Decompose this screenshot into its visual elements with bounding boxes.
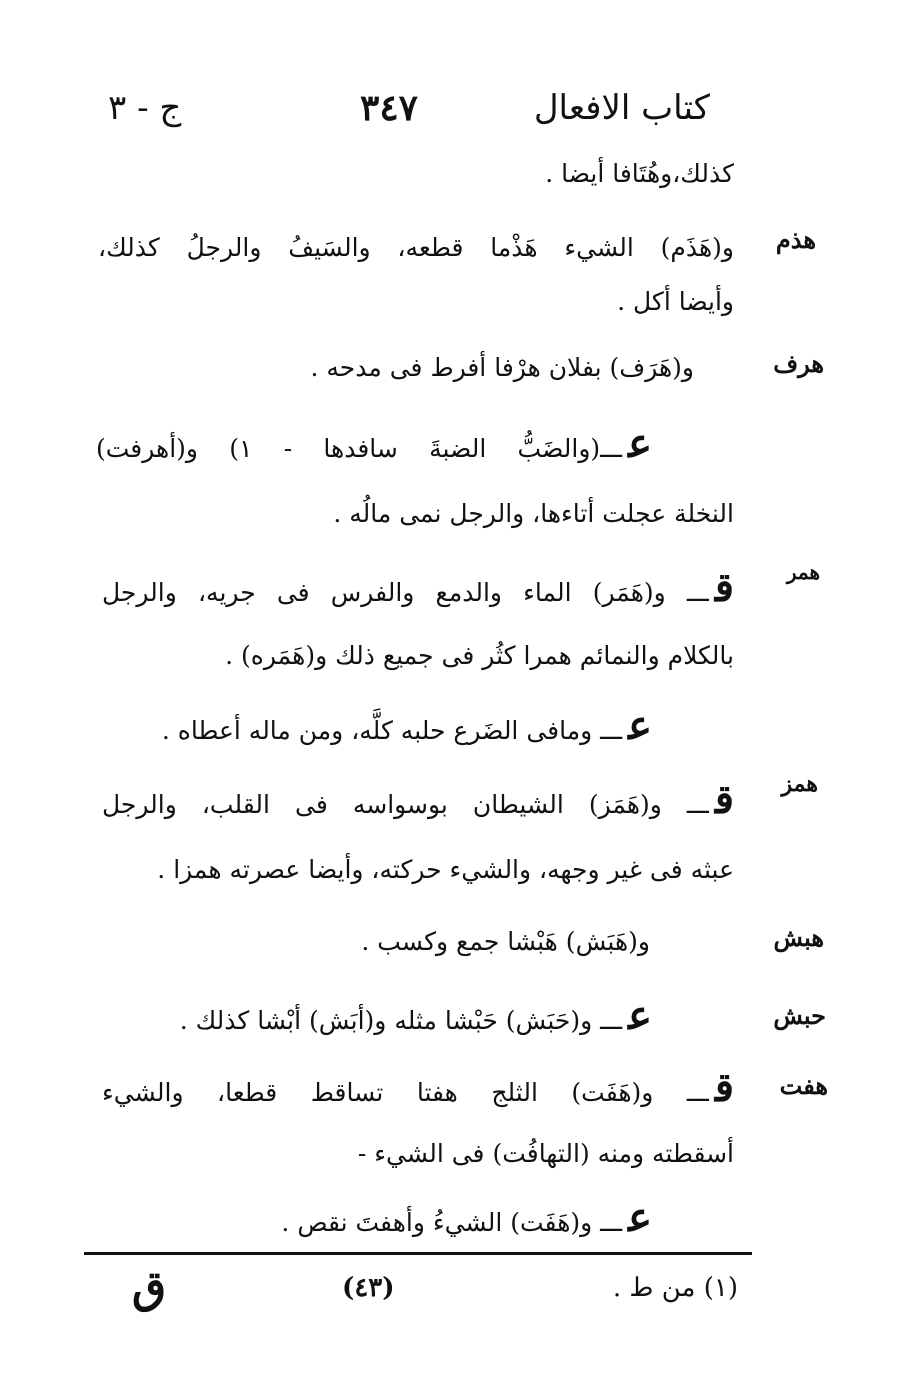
text-line: قـــ و(هَفَت) الثلج هفتا تساقط قطعا، والشيء	[102, 1068, 734, 1113]
headword-hdhm: هذم	[775, 225, 816, 254]
text-line: النخلة عجلت أتاءها، والرجل نمى مالُه .	[333, 499, 734, 528]
footnote-divider	[84, 1252, 752, 1255]
text-line: عـــ(والضَبُّ الضبةَ سافدها - ١) و(أهرفت)	[96, 424, 652, 469]
headword-hbsh2: حبش	[773, 1001, 826, 1030]
text-line: أسقطته ومنه (التهافُت) فى الشيء -	[357, 1139, 734, 1168]
running-title: كتاب الافعال	[533, 88, 710, 128]
text-line: عـــ و(هَفَت) الشيءُ وأهفتَ نقص .	[92, 1198, 652, 1243]
volume-label: ج - ٣	[108, 88, 182, 128]
headword-hft: هفت	[779, 1071, 828, 1100]
source-marker: ق	[714, 780, 734, 823]
headword-hrf: هرف	[773, 349, 824, 378]
text-line: عـــ ومافى الضَرع حلبه كلَّه، ومن ماله أعطاه .	[92, 706, 652, 751]
signature-mark: ق	[132, 1262, 167, 1313]
source-marker: ق	[714, 568, 734, 611]
page-number: ٣٤٧	[360, 87, 419, 129]
headword-hmr: همر	[786, 560, 820, 584]
source-marker: ع	[628, 996, 652, 1039]
text-line: و(هَبَش) هَبْشا جمع وكسب .	[361, 927, 650, 956]
text-line: قـــ و(هَمَر) الماء والدمع والفرس فى جريه، والرجل	[102, 568, 734, 613]
text-line: عبثه فى غير وجهه، والشيء حركته، وأيضا عصرته همزا .	[157, 855, 734, 884]
headword-hmz: همز	[781, 771, 818, 797]
text-line: عـــ و(حَبَش) حَبْشا مثله و(أبَش) أبْشا كذلك .	[52, 996, 652, 1041]
source-marker: ع	[628, 424, 652, 467]
text-line: و(هَذَم) الشيء هَذْما قطعه، والسَيفُ والرجلُ كذلك،	[98, 233, 734, 262]
source-marker: ق	[714, 1068, 734, 1111]
footnote: (١) من ط .	[612, 1273, 738, 1303]
text-line: وأيضا أكل .	[617, 287, 734, 316]
headword-hbsh: هبش	[773, 923, 824, 952]
text-line: و(هَرَف) بفلان هرْفا أفرط فى مدحه .	[310, 353, 694, 382]
text-line: بالكلام والنمائم همرا كثُر فى جميع ذلك و(هَمَره) .	[225, 641, 734, 670]
source-marker: ع	[628, 1198, 652, 1241]
text-line: قـــ و(هَمَز) الشيطان بوسواسه فى القلب، والرجل	[102, 780, 734, 825]
source-marker: ع	[628, 706, 652, 749]
sheet-number: (٤٣)	[342, 1273, 395, 1303]
text-line: كذلك،وهُتَافا أيضا .	[545, 159, 734, 188]
